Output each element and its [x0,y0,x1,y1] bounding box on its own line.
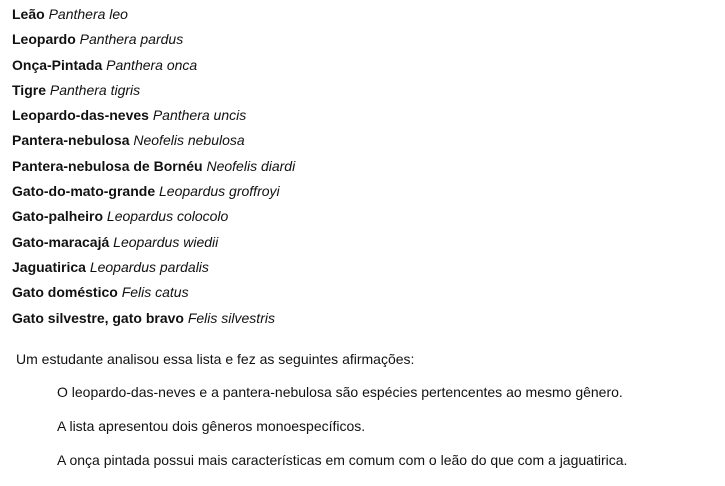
common-name: Gato-palheiro [12,208,104,225]
common-name: Leão [12,6,45,22]
species-item [12,107,295,132]
common-name: Gato-maracajá [12,233,110,250]
species-item [12,6,295,31]
scientific-name: Panthera uncis [152,107,247,124]
common-name: Pantera-nebulosa de Bornéu [12,157,203,174]
scientific-name: Panthera onca [106,56,198,73]
scientific-name: Leopardus wiedii [113,233,219,250]
species-item [12,132,295,157]
statement-text: O leopardo-das-neves e a pantera-nebulosa são espécies pertencentes ao mesmo gênero. [57,384,623,400]
scientific-name: Panthera leo [48,6,128,22]
intro-text: Um estudante analisou essa lista e fez as seguintes afirmações: [16,351,415,367]
species-item [12,284,295,309]
statement-text: A onça pintada possui mais características em comum com o leão do que com a jaguatirica. [57,452,628,468]
statement-text: A lista apresentou dois gêneros monoespecíficos. [57,418,366,434]
scientific-name: Neofelis nebulosa [133,132,245,149]
common-name: Leopardo-das-neves [12,107,149,124]
common-name: Gato silvestre, gato bravo [12,309,184,326]
common-name: Gato-do-mato-grande [12,183,156,200]
species-item [12,208,295,233]
species-item [12,234,295,259]
common-name: Leopardo [12,31,76,48]
species-item [12,57,295,82]
common-name: Tigre [12,81,46,98]
scientific-name: Felis silvestris [187,309,275,326]
species-item [12,31,295,56]
scientific-name: Leopardus colocolo [106,208,229,225]
scientific-name: Panthera pardus [79,31,184,48]
common-name: Pantera-nebulosa [12,132,130,149]
scientific-name: Panthera tigris [49,81,141,98]
species-item [12,259,295,284]
species-list [12,6,295,335]
species-item [12,82,295,107]
species-item [12,158,295,183]
scientific-name: Leopardus groffroyi [159,183,280,200]
common-name: Onça-Pintada [12,56,103,73]
common-name: Jaguatirica [12,258,86,275]
species-item [12,183,295,208]
scientific-name: Leopardus pardalis [89,258,209,275]
common-name: Gato doméstico [12,284,118,301]
scientific-name: Neofelis diardi [206,157,296,174]
species-item [12,310,295,335]
scientific-name: Felis catus [121,284,189,301]
